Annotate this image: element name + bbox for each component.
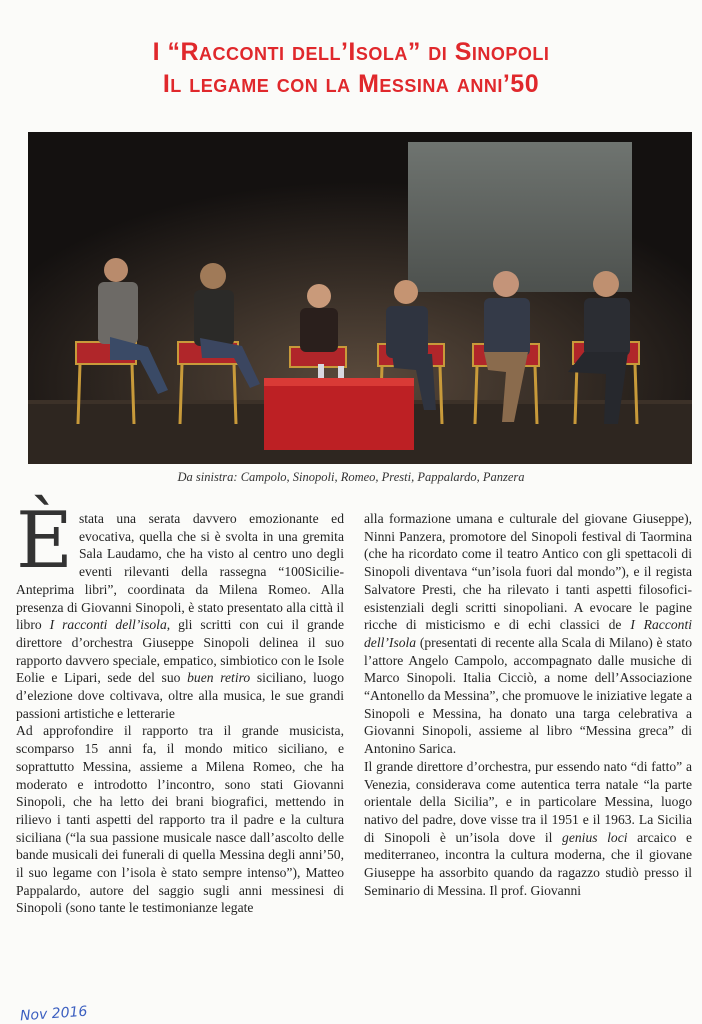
- paragraph: Èstata una serata davvero emozionante ed evocativa, quella che si è svolta in una gremita Sala Laudamo, che ha visto al centro uno degli eventi rilevanti della rassegna “100Sicilie-Anteprima libri”, coordinata da Milena Romeo. Alla presenza di Giovanni Sinopoli, è stato presentato alla città il libro I racconti dell’isola, gli scritti con cui il grande direttore d’orchestra Giuseppe Sinopoli delinea il suo rapporto davvero speciale, empatico, simbiotico con le Isole Eolie e Lipari, sede del suo buen retiro siciliano, luogo d’elezione dove coltivava, oltre alla musica, le sue grandi passioni artistiche e letterarie: [16, 496, 345, 721]
- headline-line-2: Il legame con la Messina anni’50: [162, 70, 540, 98]
- drop-cap: È: [16, 496, 73, 586]
- event-photo: [28, 132, 692, 464]
- book-title: I Racconti dell’Isola: [364, 617, 693, 650]
- article-column-right: [364, 510, 692, 899]
- paragraph: Ad approfondire il rapporto tra il grande musicista, scomparso 15 anni fa, il mondo mitico siciliano, e soprattutto Messina, assieme a Milena Romeo, che ha moderato e introdotto l’incontro, sono stati Giovanni Sinopoli, che ha letto dei brani biografici, mettendo in rilievo i tanti aspetti del rapporto tra il padre e la cultura siciliana (“la sua passione musicale nasce dall’ascolto delle bande musicali dei funerali di quella Messina degli anni’50, il suo legame con l’isola è stato sempre intenso”), Matteo Pappalardo, autore del saggio sugli anni messinesi di Sinopoli (sono tante le testimonianze legate: [16, 723, 344, 916]
- projection-screen: [408, 142, 632, 292]
- paragraph: Il grande direttore d’orchestra, pur essendo nato “di fatto” a Venezia, considerava come autentica terra natale “la parte orientale della Sicilia”, e in particolare Messina, luogo nativo del padre, dove visse tra il 1951 e il 1963. La Sicilia di Sinopoli è un’isola dove il genius loci arcaico e mediterraneo, incontra la cultura moderna, che il giovane Giuseppe ha assorbito quando da ragazzo studiò presso il Seminario di Messina. Il prof. Giovanni: [364, 758, 692, 898]
- red-covered-table: [264, 378, 414, 450]
- headline-line-1: I “Racconti dell’Isola” di Sinopoli: [152, 38, 550, 66]
- stage-panel-illustration: [28, 132, 692, 464]
- photo-caption: Da sinistra: Campolo, Sinopoli, Romeo, Presti, Pappalardo, Panzera: [177, 470, 525, 484]
- handwritten-note: Nov 2016: [19, 1003, 88, 1024]
- book-title: I racconti dell’isola: [49, 617, 167, 633]
- article-column-left: [16, 496, 345, 917]
- article-headline: [0, 36, 702, 100]
- paragraph: alla formazione umana e culturale del giovane Giuseppe), Ninni Panzera, promotore del Sinopoli festival di Taormina (che ha ricordato come il teatro Antico con gli spettacoli di Sinopoli diventava “un’isola fuori dal mondo”), e il regista Salvatore Presti, che ha rilevato i tanti aspetti filosofici-esistenziali degli scritti sinopoliani. A evocare le pagine ricche di misticismo e di echi classici de I Racconti dell’Isola (presentati di recente alla Scala di Milano) è stato l’attore Angelo Campolo, accompagnato dalle musiche di Marco Sinopoli. Italia Cicciò, a nome dell’Associazione “Antonello da Messina”, che promuove le iniziative legate a Sinopoli e Messina, ha donato una targa celebrativa a Giovanni Sinopoli, assieme al libro “Messina greca” di Antonino Sarica.: [364, 511, 693, 757]
